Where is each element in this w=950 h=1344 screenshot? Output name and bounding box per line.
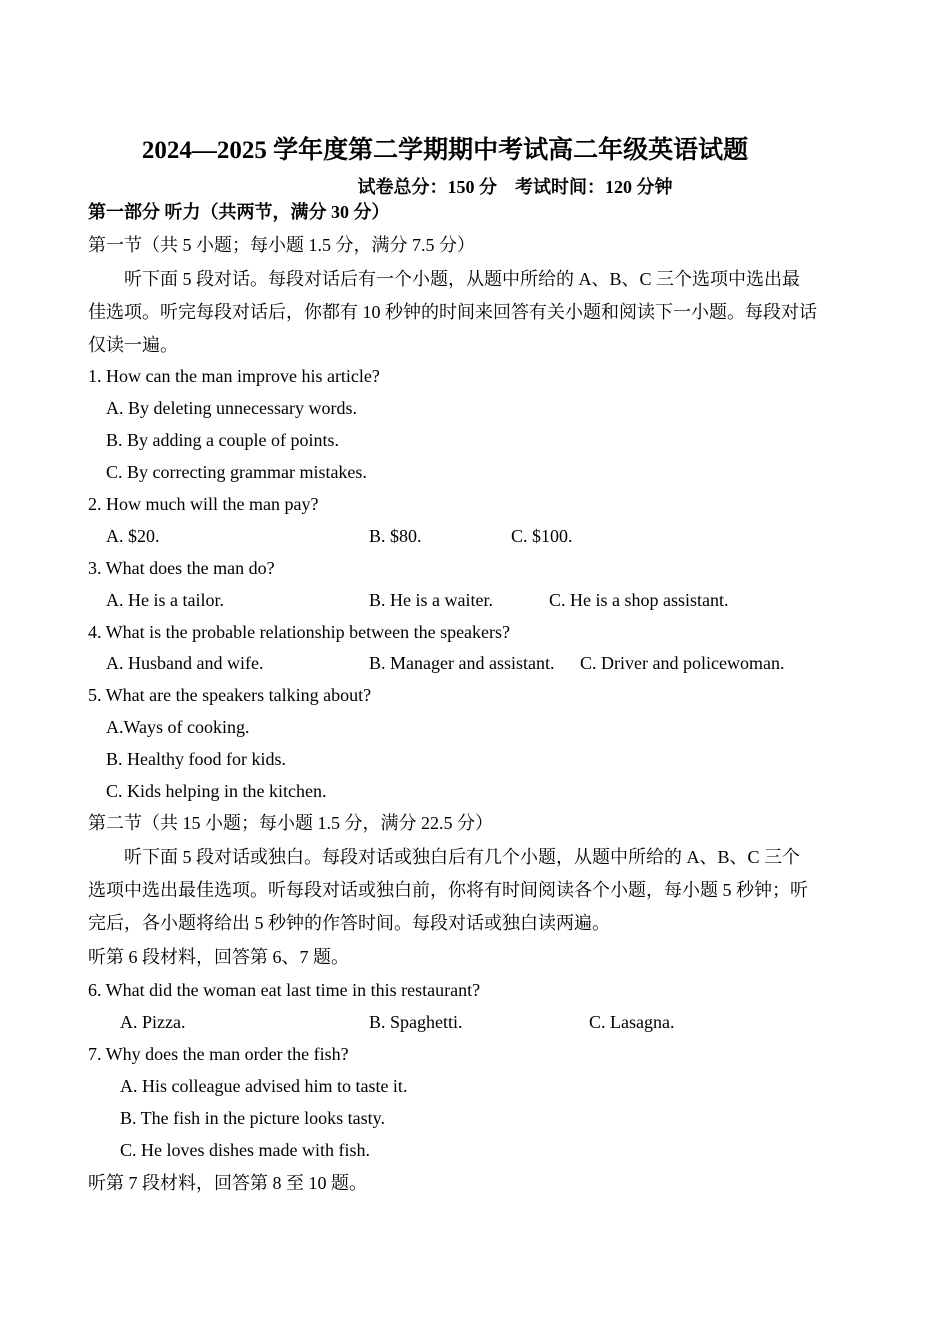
question-1-option-b: B. By adding a couple of points.: [106, 430, 339, 450]
question-4-option-a: A. Husband and wife.: [106, 653, 264, 673]
question-4-option-c: C. Driver and policewoman.: [580, 653, 785, 673]
section2-heading: 第二节（共 15 小题；每小题 1.5 分，满分 22.5 分）: [88, 813, 493, 833]
material-6-heading: 听第 6 段材料，回答第 6、7 题。: [88, 947, 349, 967]
question-3-option-c: C. He is a shop assistant.: [549, 590, 729, 610]
section2-instruction-line: 听下面 5 段对话或独白。每段对话或独白后有几个小题，从题中所给的 A、B、C 三个: [124, 847, 801, 867]
section1-instruction-line: 听下面 5 段对话。每段对话后有一个小题，从题中所给的 A、B、C 三个选项中选出最: [124, 269, 801, 289]
question-5: 5. What are the speakers talking about?: [88, 685, 372, 705]
question-6-option-b: B. Spaghetti.: [369, 1012, 463, 1032]
exam-meta: 试卷总分：150 分 考试时间：120 分钟: [357, 177, 673, 197]
question-2-option-c: C. $100.: [511, 526, 573, 546]
question-2-option-a: A. $20.: [106, 526, 160, 546]
question-5-option-b: B. Healthy food for kids.: [106, 749, 286, 769]
question-7-option-a: A. His colleague advised him to taste it.: [120, 1076, 408, 1096]
question-7-option-c: C. He loves dishes made with fish.: [120, 1140, 370, 1160]
question-4: 4. What is the probable relationship between the speakers?: [88, 622, 511, 642]
question-6-option-c: C. Lasagna.: [589, 1012, 675, 1032]
question-3-option-a: A. He is a tailor.: [106, 590, 224, 610]
question-1-option-a: A. By deleting unnecessary words.: [106, 398, 357, 418]
part1-heading: 第一部分 听力（共两节，满分 30 分）: [88, 202, 390, 222]
section2-instruction-line: 完后，各小题将给出 5 秒钟的作答时间。每段对话或独白读两遍。: [88, 913, 610, 933]
question-6-option-a: A. Pizza.: [120, 1012, 186, 1032]
question-3-option-b: B. He is a waiter.: [369, 590, 493, 610]
section1-instruction-line: 仅读一遍。: [88, 335, 178, 355]
question-7-option-b: B. The fish in the picture looks tasty.: [120, 1108, 385, 1128]
question-1-option-c: C. By correcting grammar mistakes.: [106, 462, 367, 482]
question-5-option-a: A.Ways of cooking.: [106, 717, 250, 737]
section1-instruction-line: 佳选项。听完每段对话后，你都有 10 秒钟的时间来回答有关小题和阅读下一小题。每段对话: [88, 302, 817, 322]
question-1: 1. How can the man improve his article?: [88, 366, 380, 386]
section2-instruction-line: 选项中选出最佳选项。听每段对话或独白前，你将有时间阅读各个小题，每小题 5 秒钟；听: [88, 880, 808, 900]
question-3: 3. What does the man do?: [88, 558, 275, 578]
material-7-heading: 听第 7 段材料，回答第 8 至 10 题。: [88, 1173, 367, 1193]
question-2-option-b: B. $80.: [369, 526, 422, 546]
question-5-option-c: C. Kids helping in the kitchen.: [106, 781, 327, 801]
section1-heading: 第一节（共 5 小题；每小题 1.5 分，满分 7.5 分）: [88, 235, 475, 255]
question-2: 2. How much will the man pay?: [88, 494, 319, 514]
question-7: 7. Why does the man order the fish?: [88, 1044, 349, 1064]
question-6: 6. What did the woman eat last time in this restaurant?: [88, 980, 481, 1000]
exam-title: 2024—2025 学年度第二学期期中考试高二年级英语试题: [141, 137, 749, 164]
question-4-option-b: B. Manager and assistant.: [369, 653, 555, 673]
